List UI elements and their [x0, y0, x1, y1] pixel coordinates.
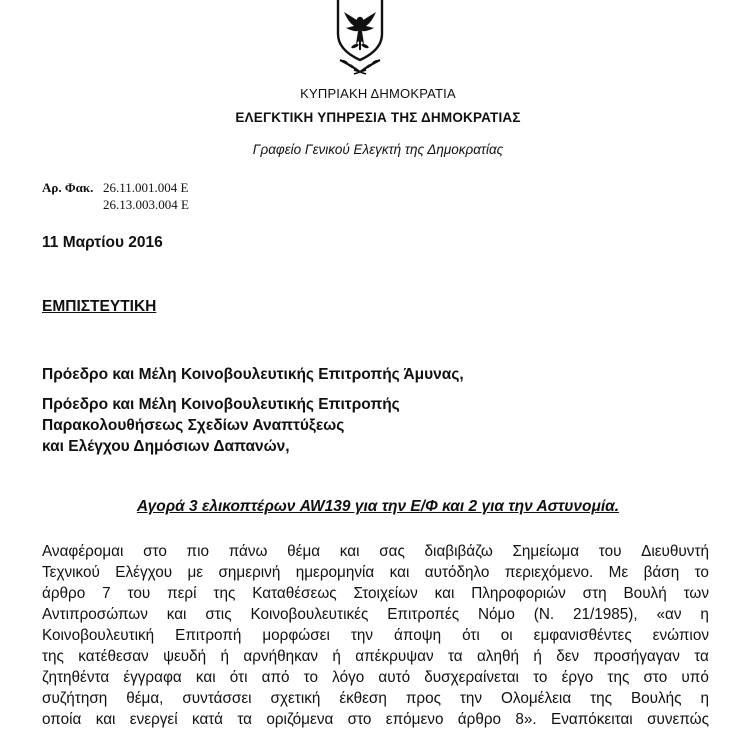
body-word: του	[598, 543, 622, 560]
body-word: Με	[608, 564, 629, 581]
body-word: Πληροφοριών	[471, 585, 566, 602]
body-word: το	[694, 564, 709, 581]
body-word: στις	[205, 606, 232, 623]
body-word: και	[389, 564, 410, 581]
body-text-line	[42, 606, 709, 624]
body-word: η	[700, 606, 709, 623]
body-word: υπό	[681, 669, 709, 686]
body-word: Ολομέλεια	[501, 690, 572, 707]
body-word: έγγραφα	[123, 669, 182, 686]
body-word: ή	[332, 648, 341, 665]
body-word: το	[533, 669, 548, 686]
body-word: Εναπόκειται	[551, 711, 633, 728]
body-text-line	[42, 627, 709, 645]
addressee-line-1: Πρόεδρο και Μέλη Κοινοβουλευτικής Επιτροπής Άμυνας,	[42, 366, 464, 383]
body-word: τα	[447, 648, 463, 665]
body-word: Κοινοβουλευτική	[42, 627, 155, 644]
body-word: στο	[347, 711, 372, 728]
body-word: ζητηθέντα	[42, 669, 110, 686]
body-word: και	[95, 711, 116, 728]
body-word: της	[590, 690, 613, 707]
body-word: ότι	[229, 669, 248, 686]
body-word: έκθεση	[339, 690, 387, 707]
body-word: Επιτροπές	[387, 606, 460, 623]
body-word: και	[195, 669, 216, 686]
body-word: οριζόμενα	[266, 711, 334, 728]
body-word: θέμα	[287, 543, 321, 560]
body-text-line	[42, 711, 709, 729]
body-word: Ελέγχου	[115, 564, 173, 581]
body-word: 8».	[515, 711, 537, 728]
body-word: 7	[102, 585, 111, 602]
body-word: του	[127, 585, 151, 602]
body-word: πάνω	[228, 543, 268, 560]
body-word: περιεχόμενο.	[504, 564, 594, 581]
body-word: κατά	[192, 711, 223, 728]
body-word: σημερινή	[218, 564, 281, 581]
body-word: αληθή	[476, 648, 519, 665]
body-word: προσήγαγαν	[593, 648, 680, 665]
subject-line: Αγορά 3 ελικοπτέρων AW139 για την Ε/Φ και 2 για την Αστυνομία.	[136, 498, 620, 515]
body-text-line	[42, 564, 709, 582]
body-word: προς	[405, 690, 441, 707]
republic-heading: ΚΥΠΡΙΑΚΗ ΔΗΜΟΚΡΑΤΙΑ	[300, 86, 456, 101]
body-word: από	[261, 669, 290, 686]
body-word: «αν	[656, 606, 682, 623]
reference-label: Αρ. Φακ.	[42, 180, 94, 195]
body-word: τα	[237, 711, 252, 728]
body-word: η	[700, 690, 709, 707]
body-word: ή	[220, 648, 230, 665]
body-word: Επιτροπή	[175, 627, 242, 644]
body-word: σας	[379, 543, 405, 560]
body-word: αυτόδηλο	[424, 564, 490, 581]
body-word: κατέθεσαν	[78, 648, 149, 665]
body-word: Στοιχείων	[353, 585, 418, 602]
body-word: περί	[167, 585, 197, 602]
body-word: στη	[582, 585, 607, 602]
body-text-line	[42, 690, 709, 708]
body-word: άρθρο	[42, 585, 86, 602]
body-word: δυσχεραίνεται	[424, 669, 519, 686]
body-word: ενεργεί	[129, 711, 178, 728]
body-word: ημερομηνία	[295, 564, 375, 581]
body-word: της	[607, 669, 630, 686]
body-word: 21/1985),	[573, 606, 638, 623]
addressee-line-3: Παρακολουθήσεως Σχεδίων Αναπτύξεως	[42, 417, 345, 434]
auditor-general-office-heading: Γραφείο Γενικού Ελεγκτή της Δημοκρατίας	[252, 142, 504, 157]
body-word: οι	[500, 627, 513, 644]
body-word: άρθρο	[457, 711, 502, 728]
addressee-line-4: και Ελέγχου Δημόσιων Δαπανών,	[42, 438, 290, 455]
body-word: την	[459, 690, 483, 707]
body-word: Τεχνικού	[42, 564, 100, 581]
body-word: και	[166, 606, 187, 623]
body-word: Διευθυντή	[641, 543, 709, 560]
body-word: δεν	[556, 648, 580, 665]
body-word: στο	[643, 669, 668, 686]
body-word: το	[303, 669, 319, 686]
body-word: Νόμο	[477, 606, 515, 623]
body-word: απέκρυψαν	[355, 648, 434, 665]
confidential-marking: ΕΜΠΙΣΤΕΥΤΙΚΗ	[42, 298, 157, 315]
body-text-line	[42, 585, 709, 603]
body-word: λόγο	[332, 669, 365, 686]
body-word: άποψη	[394, 627, 442, 644]
body-word: έργο	[561, 669, 594, 686]
body-word: Βουλή	[623, 585, 667, 602]
audit-office-heading: ΕΛΕΓΚΤΙΚΗ ΥΠΗΡΕΣΙΑ ΤΗΣ ΔΗΜΟΚΡΑΤΙΑΣ	[235, 110, 521, 125]
body-word: Αναφέρομαι	[42, 543, 124, 560]
body-word: αυτό	[378, 669, 411, 686]
addressee-line-2: Πρόεδρο και Μέλη Κοινοβουλευτικής Επιτροπής	[42, 396, 400, 413]
body-word: επόμενο	[385, 711, 444, 728]
body-word: Βουλής	[630, 690, 682, 707]
body-word: Σημείωμα	[512, 543, 580, 560]
coat-of-arms-emblem	[330, 0, 390, 76]
body-word: την	[350, 627, 374, 644]
body-word: Κοινοβουλευτικές	[250, 606, 369, 623]
body-word: εμφανισθέντες	[533, 627, 632, 644]
body-word: θέμα,	[126, 690, 164, 707]
body-word: της	[42, 648, 64, 665]
body-word: και	[339, 543, 360, 560]
body-word: στο	[143, 543, 167, 560]
reference-number-1: 26.11.001.004 Ε	[103, 180, 189, 195]
body-word: (Ν.	[533, 606, 555, 623]
body-word: συντάσσει	[182, 690, 252, 707]
body-text-line	[42, 669, 709, 687]
body-word: Αντιπροσώπων	[42, 606, 148, 623]
body-word: ψευδή	[163, 648, 207, 665]
body-word: συνεπώς	[647, 711, 709, 728]
body-text-line	[42, 648, 709, 666]
body-word: μορφώσει	[262, 627, 330, 644]
body-word: σχετική	[270, 690, 321, 707]
body-text-line	[42, 543, 709, 561]
body-word: τα	[694, 648, 709, 665]
body-word: ενώπιον	[652, 627, 709, 644]
body-word: συζήτηση	[42, 690, 108, 707]
body-word: ή	[533, 648, 542, 665]
body-word: βάση	[643, 564, 680, 581]
body-word: και	[434, 585, 455, 602]
reference-number-2: 26.13.003.004 Ε	[103, 197, 189, 212]
body-word: ότι	[462, 627, 480, 644]
body-word: της	[213, 585, 236, 602]
body-word: πιο	[186, 543, 210, 560]
body-word: αρνήθηκαν	[243, 648, 319, 665]
body-word: διαβιβάζω	[424, 543, 493, 560]
body-word: των	[683, 585, 709, 602]
letter-date: 11 Μαρτίου 2016	[42, 234, 163, 251]
body-word: Καταθέσεως	[252, 585, 337, 602]
body-word: με	[187, 564, 204, 581]
body-word: οποία	[42, 711, 82, 728]
